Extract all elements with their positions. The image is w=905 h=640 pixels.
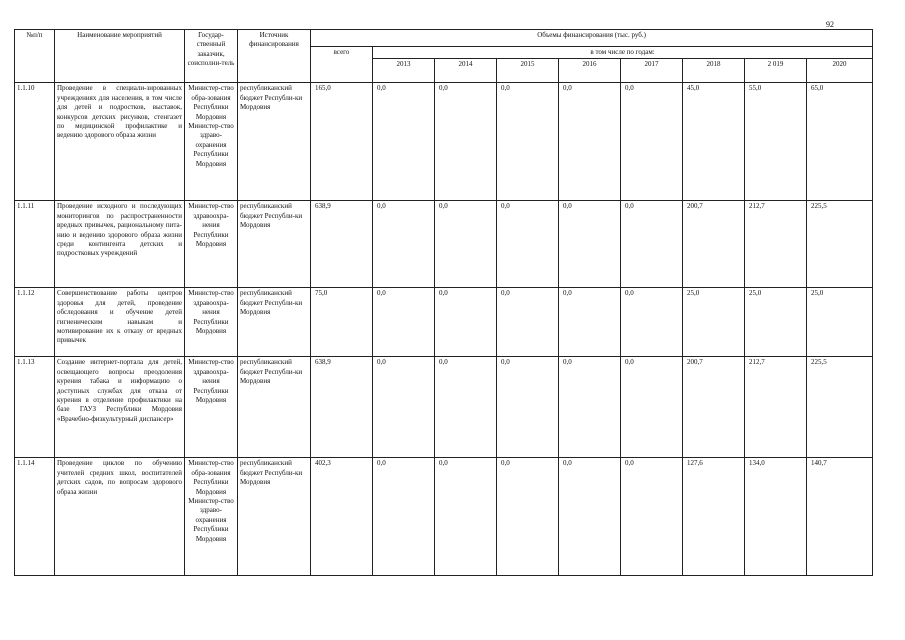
- row-value: 25,0: [745, 288, 807, 357]
- row-source: республиканский бюджет Республи-ки Мордовия: [238, 288, 311, 357]
- row-name: Проведение в специали-зированных учреждениях для населения, в том числе для детей и подростков, выставок, конкурсов детских рисунков, стенгазет по медицинской профилактике и ведению здорового образа жизни: [55, 83, 185, 201]
- header-year: 2013: [373, 59, 435, 83]
- row-value: 0,0: [497, 458, 559, 576]
- row-value: 0,0: [559, 458, 621, 576]
- header-year: 2017: [621, 59, 683, 83]
- header-customer: Государ-ственный заказчик, соисполни-тель: [185, 30, 238, 83]
- row-total: 638,9: [311, 201, 373, 288]
- header-year: 2015: [497, 59, 559, 83]
- funding-table: [14, 29, 873, 576]
- row-name: Создание интернет-портала для детей, освещающего вопросы преодоления курения табака и информацию о доступных службах для отказа от курения в отделение профилактики на базе ГАУЗ Республики Мордовия «Врачебно-физкультурный диспансер»: [55, 357, 185, 458]
- row-num: 1.1.12: [15, 288, 55, 357]
- row-total: 165,0: [311, 83, 373, 201]
- row-value: 0,0: [435, 357, 497, 458]
- row-total: 402,3: [311, 458, 373, 576]
- table-row: [15, 83, 873, 201]
- row-value: 212,7: [745, 201, 807, 288]
- row-num: 1.1.13: [15, 357, 55, 458]
- header-year: 2014: [435, 59, 497, 83]
- header-name: Наименование мероприятий: [55, 30, 185, 83]
- row-value: 25,0: [807, 288, 873, 357]
- header-funding: Объемы финансирования (тыс. руб.): [311, 30, 873, 47]
- row-value: 65,0: [807, 83, 873, 201]
- row-customer: Министер-ство здравоохра-нения Республики Мордовия: [185, 357, 238, 458]
- row-value: 0,0: [559, 357, 621, 458]
- table-row: [15, 357, 873, 458]
- row-value: 0,0: [621, 458, 683, 576]
- row-value: 0,0: [559, 83, 621, 201]
- row-customer: Министер-ство здравоохра-нения Республики Мордовия: [185, 288, 238, 357]
- row-value: 0,0: [373, 201, 435, 288]
- table-row: [15, 201, 873, 288]
- row-source: республиканский бюджет Республи-ки Мордовия: [238, 458, 311, 576]
- row-value: 0,0: [559, 288, 621, 357]
- row-value: 0,0: [435, 201, 497, 288]
- row-value: 200,7: [683, 201, 745, 288]
- row-num: 1.1.14: [15, 458, 55, 576]
- header-year: 2020: [807, 59, 873, 83]
- row-value: 0,0: [435, 83, 497, 201]
- row-value: 140,7: [807, 458, 873, 576]
- header-year: 2016: [559, 59, 621, 83]
- header-num: №п/п: [15, 30, 55, 83]
- row-customer: Министер-ство обра-зования Республики Мордовия Министер-ство здраво-охранения Республики Мордовия: [185, 458, 238, 576]
- row-source: республиканский бюджет Республи-ки Мордовия: [238, 357, 311, 458]
- row-value: 212,7: [745, 357, 807, 458]
- row-customer: Министер-ство здравоохра-нения Республики Мордовия: [185, 201, 238, 288]
- row-name: Проведение циклов по обучению учителей средних школ, воспитателей детских садов, по вопросам здорового образа жизни: [55, 458, 185, 576]
- header-year: 2 019: [745, 59, 807, 83]
- header-source: Источник финансирования: [238, 30, 311, 83]
- row-value: 0,0: [621, 288, 683, 357]
- row-value: 0,0: [497, 201, 559, 288]
- row-name: Совершенствование работы центров здоровья для детей, проведение обследования и обучение детей гигиеническим навыкам и мотивирование их к отказу от вредных привычек: [55, 288, 185, 357]
- row-value: 0,0: [435, 458, 497, 576]
- row-value: 127,6: [683, 458, 745, 576]
- row-value: 0,0: [621, 83, 683, 201]
- header-total: всего: [311, 47, 373, 83]
- header-year: 2018: [683, 59, 745, 83]
- row-total: 638,9: [311, 357, 373, 458]
- row-value: 0,0: [621, 201, 683, 288]
- row-num: 1.1.10: [15, 83, 55, 201]
- row-source: республиканский бюджет Республи-ки Мордовия: [238, 201, 311, 288]
- row-value: 0,0: [497, 288, 559, 357]
- row-value: 0,0: [497, 357, 559, 458]
- row-value: 0,0: [373, 458, 435, 576]
- row-value: 0,0: [559, 201, 621, 288]
- row-value: 0,0: [373, 357, 435, 458]
- row-num: 1.1.11: [15, 201, 55, 288]
- table-row: [15, 288, 873, 357]
- row-value: 45,0: [683, 83, 745, 201]
- row-value: 0,0: [621, 357, 683, 458]
- row-value: 0,0: [373, 83, 435, 201]
- row-name: Проведение исходного и последующих мониторингов по распространенности вредных привычек, рациональному пита-нию и ведению здорового образа жизни среди контингента детских и подростковых учреждений: [55, 201, 185, 288]
- row-value: 55,0: [745, 83, 807, 201]
- row-total: 75,0: [311, 288, 373, 357]
- header-by-years: в том числе по годам:: [373, 47, 873, 59]
- table-row: [15, 458, 873, 576]
- row-value: 225,5: [807, 201, 873, 288]
- row-value: 0,0: [497, 83, 559, 201]
- row-value: 0,0: [435, 288, 497, 357]
- row-value: 25,0: [683, 288, 745, 357]
- row-value: 0,0: [373, 288, 435, 357]
- row-value: 134,0: [745, 458, 807, 576]
- row-value: 200,7: [683, 357, 745, 458]
- row-source: республиканский бюджет Республи-ки Мордовия: [238, 83, 311, 201]
- row-value: 225,5: [807, 357, 873, 458]
- row-customer: Министер-ство обра-зования Республики Мордовия Министер-ство здраво-охранения Республики Мордовия: [185, 83, 238, 201]
- page-number: 92: [826, 20, 834, 29]
